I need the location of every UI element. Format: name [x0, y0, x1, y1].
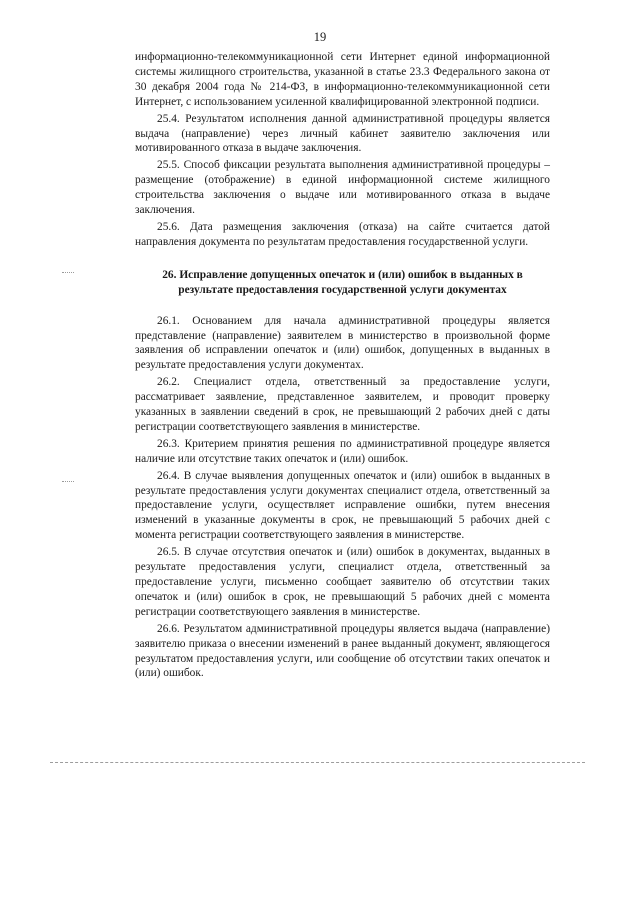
document-body	[135, 50, 550, 681]
paragraph-25-5: 25.5. Способ фиксации результата выполнения административной процедуры – размещение (отображение) в единой информационной системе жилищного строительства заключения о выдаче или мотивированного отказа в выдаче заключения.	[135, 159, 550, 217]
paragraph-26-4: 26.4. В случае выявления допущенных опечаток и (или) ошибок в выданных в результате предоставления услуги документах специалист отдела, ответственный за предоставление услуги, осуществляет исправление ошибки, путем внесения изменений в указанные документы в срок, не превышающий 5 рабочих дней с момента регистрации соответствующего заявления в министерстве.	[135, 469, 550, 542]
paragraph-26-3: 26.3. Критерием принятия решения по административной процедуре является наличие или отсутствие таких опечаток и (или) ошибок.	[135, 437, 550, 465]
margin-mark	[62, 272, 74, 275]
paragraph-25-6: 25.6. Дата размещения заключения (отказа) на сайте считается датой направления документа по результатам предоставления государственной услуги.	[135, 220, 550, 248]
margin-mark	[62, 481, 74, 484]
paragraph-26-5: 26.5. В случае отсутствия опечаток и (или) ошибок в документах, выданных в результате предоставления услуги, специалист отдела, ответственный за предоставление услуги, письменно сообщает заявителю об отсутствии таких опечаток и (или) ошибок в срок, не превышающий 5 рабочих дней с момента регистрации соответствующего заявления в министерстве.	[135, 546, 550, 618]
paragraph-25-4: 25.4. Результатом исполнения данной административной процедуры является выдача (направление) через личный кабинет заявителю заключения или мотивированного отказа в выдаче заключения.	[135, 112, 550, 155]
paragraph-26-6: 26.6. Результатом административной процедуры является выдача (направление) заявителю приказа о внесении изменений в ранее выданный документ, являющегося результатом предоставления услуги, или сообщение об отсутствии таких опечаток и (или) ошибок.	[135, 622, 550, 680]
page-number: 19	[313, 30, 327, 44]
section-heading: 26. Исправление допущенных опечаток и (или) ошибок в выданных в результате предоставления государственной услуги документах	[162, 268, 523, 296]
footer-divider	[50, 762, 585, 763]
paragraph-26-2: 26.2. Специалист отдела, ответственный за предоставление услуги, рассматривает заявление, представленное заявителем, и проводит проверку указанных в заявлении сведений в срок, не превышающий 2 рабочих дней с даты регистрации соответствующего заявления в министерстве.	[135, 376, 550, 433]
paragraph-26-1: 26.1. Основанием для начала административной процедуры является представление (направление) заявителем в министерство в произвольной форме заявления об исправлении опечаток и (или) ошибок, допущенных в выданных в результате предоставления услуги документах.	[135, 314, 550, 372]
paragraph-continuation: информационно-телекоммуникационной сети Интернет единой информационной системы жилищного строительства, указанной в статье 23.3 Федерального закона от 30 декабря 2004 года № 214-ФЗ, в информационно-телекоммуникационной сети Интернет, с использованием усиленной квалифицированной электронной подписи.	[135, 51, 550, 108]
